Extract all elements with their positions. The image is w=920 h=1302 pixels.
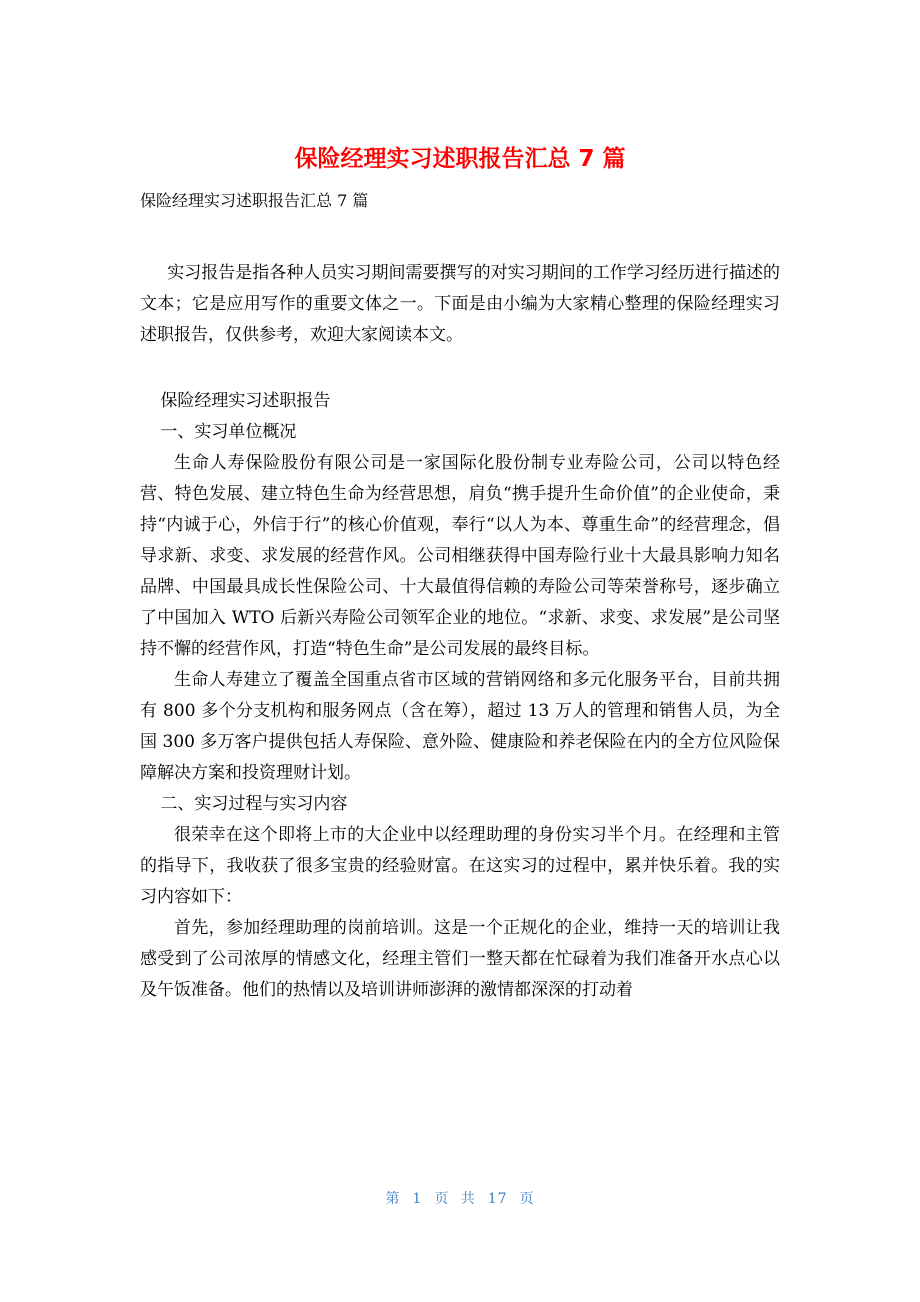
paragraph-internship: 很荣幸在这个即将上市的大企业中以经理助理的身份实习半个月。在经理和主管的指导下，我收获了很多宝贵的经验财富。在这实习的过程中，累并快乐着。我的实习内容如下： [140, 825, 780, 907]
paragraph-training: 首先，参加经理助理的岗前培训。这是一个正规化的企业，维持一天的培训让我感受到了公司浓厚的情感文化，经理主管们一整天都在忙碌着为我们准备开水点心以及午饭准备。他们的热情以及培训讲师澎湃的激情都深深的打动着 [140, 918, 780, 1000]
footer-suffix: 页 [519, 1191, 535, 1207]
heading-unit-overview: 一、实习单位概况 [160, 422, 297, 442]
intro-paragraph: 实习报告是指各种人员实习期间需要撰写的对实习期间的工作学习经历进行描述的文本；它是应用写作的重要文体之一。下面是由小编为大家精心整理的保险经理实习述职报告，仅供参考，欢迎大家阅读本文。 [140, 263, 780, 345]
document-subtitle: 保险经理实习述职报告汇总 7 篇 [140, 191, 369, 210]
paragraph-network: 生命人寿建立了覆盖全国重点省市区域的营销网络和多元化服务平台，目前共拥有 800 多个分支机构和服务网点（含在筹），超过 13 万人的管理和销售人员，为全国 300 多万客户提供包括人寿保险、意外险、健康险和养老保险在内的全方位风险保障解决方案和投资理财计划。 [140, 670, 780, 783]
footer-total-pages: 17 [487, 1191, 508, 1207]
footer-prefix: 第 [385, 1191, 401, 1207]
spacer [140, 351, 780, 380]
page-number-footer [0, 1188, 920, 1208]
paragraph-company-intro: 生命人寿保险股份有限公司是一家国际化股份制专业寿险公司，公司以特色经营、特色发展、建立特色生命为经营思想，肩负“携手提升生命价值”的企业使命，秉持“内诚于心，外信于行”的核心价值观，奉行“以人为本、尊重生命”的经营理念，倡导求新、求变、求发展的经营作风。公司相继获得中国寿险行业十大最具影响力知名品牌、中国最具成长性保险公司、十大最值得信赖的寿险公司等荣誉称号，逐步确立了中国加入 WTO 后新兴寿险公司领军企业的地位。“求新、求变、求发展”是公司坚持不懈的经营作风，打造“特色生命”是公司发展的最终目标。 [140, 453, 780, 659]
document-body [140, 258, 780, 1006]
footer-current-page: 1 [412, 1191, 423, 1207]
section-title: 保险经理实习述职报告 [160, 391, 331, 411]
heading-process: 二、实习过程与实习内容 [160, 794, 348, 814]
document-title: 保险经理实习述职报告汇总 7 篇 [294, 146, 626, 172]
footer-mid: 页 共 [434, 1191, 476, 1207]
